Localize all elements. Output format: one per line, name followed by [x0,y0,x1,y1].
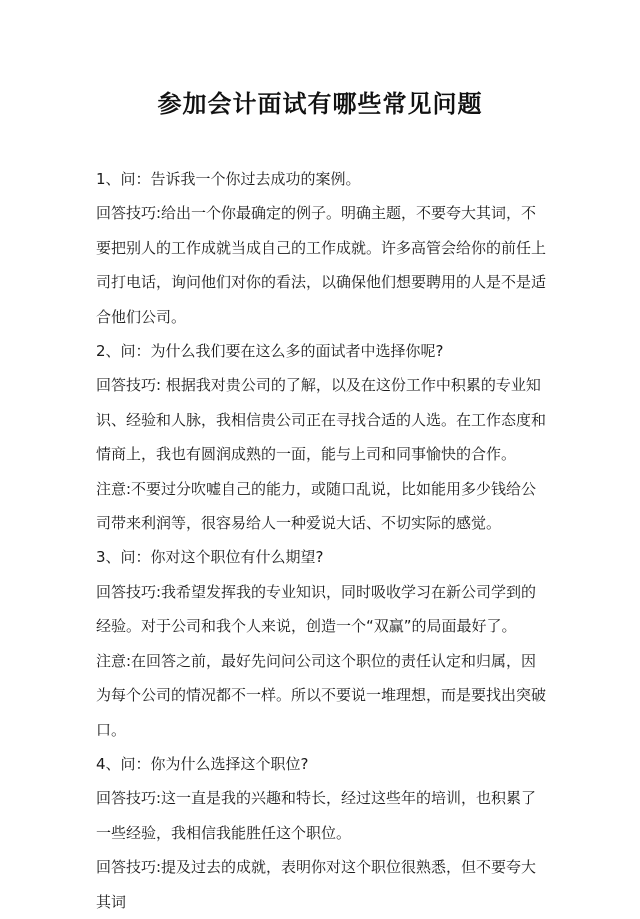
question-3: 3、问：你对这个职位有什么期望? [96,548,324,567]
answer-4: 回答技巧:这一直是我的兴趣和特长，经过这些年的培训，也积累了一些经验，我相信我能胜任这个职位。 [96,789,537,842]
question-2: 2、问：为什么我们要在这么多的面试者中选择你呢? [96,342,444,361]
answer-2: 回答技巧: 根据我对贵公司的了解，以及在这份工作中积累的专业知识、经验和人脉，我相信贵公司正在寻找合适的人选。在工作态度和情商上，我也有圆润成熟的一面，能与上司和同事愉快的合作。 [96,376,547,464]
document-body [96,162,550,919]
question-1: 1、问：告诉我一个你过去成功的案例。 [96,170,361,188]
answer-1: 回答技巧:给出一个你最确定的例子。明确主题，不要夸大其词，不要把别人的工作成就当成自己的工作成就。许多高管会给你的前任上司打电话，询问他们对你的看法，以确保他们想要聘用的人是不是适合他们公司。 [96,204,547,326]
answer-3: 回答技巧:我希望发挥我的专业知识，同时吸收学习在新公司学到的经验。对于公司和我个人来说，创造一个“双赢”的局面最好了。 [96,582,537,636]
answer-4-continued: 回答技巧:提及过去的成就，表明你对这个职位很熟悉，但不要夸大其词 [96,858,537,911]
note-3: 注意:在回答之前，最好先问问公司这个职位的责任认定和归属，因为每个公司的情况都不一样。所以不要说一堆理想，而是要找出突破口。 [96,651,547,739]
question-4: 4、问：你为什么选择这个职位? [96,754,309,773]
note-2: 注意:不要过分吹嘘自己的能力，或随口乱说，比如能用多少钱给公司带来利润等，很容易给人一种爱说大话、不切实际的感觉。 [96,479,537,533]
document-title: 参加会计面试有哪些常见问题 [157,90,483,118]
